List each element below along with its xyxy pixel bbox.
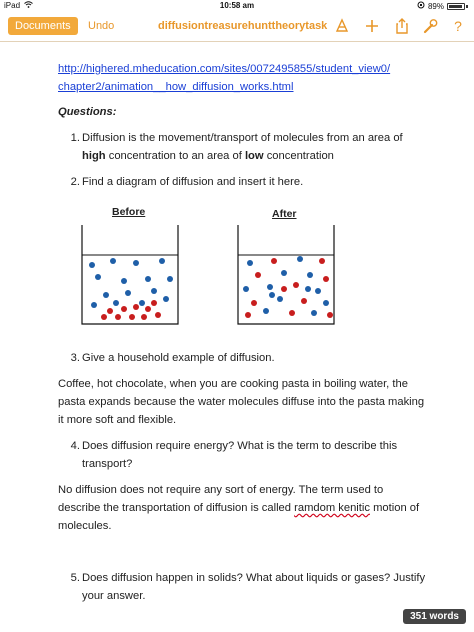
red-molecule xyxy=(271,258,277,264)
question-text: Give a household example of diffusion. xyxy=(82,352,275,364)
question-number: 4. xyxy=(70,440,80,452)
blue-molecule xyxy=(305,286,311,292)
red-molecule xyxy=(327,312,333,318)
rotation-lock-icon xyxy=(417,1,425,11)
blue-molecule xyxy=(103,292,109,298)
blue-molecule xyxy=(277,296,283,302)
battery-percent: 89% xyxy=(427,1,444,11)
question-5 xyxy=(58,569,428,605)
question-3 xyxy=(58,349,428,367)
blue-molecule xyxy=(151,288,157,294)
documents-button[interactable]: Documents xyxy=(8,17,78,35)
red-molecule xyxy=(101,314,107,320)
blue-molecule xyxy=(297,256,303,262)
answer-3: Coffee, hot chocolate, when you are cooking pasta in boiling water, the pasta expands because the water molecules diffuse into the pasta making it more soft and flexible. xyxy=(58,378,425,426)
status-time: 10:58 am xyxy=(219,1,255,10)
red-molecule xyxy=(145,306,151,312)
blue-molecule xyxy=(139,300,145,306)
undo-button[interactable]: Undo xyxy=(88,20,115,32)
share-icon[interactable] xyxy=(393,17,411,35)
blue-molecule xyxy=(307,272,313,278)
blue-molecule xyxy=(267,284,273,290)
wrench-icon[interactable] xyxy=(421,17,439,35)
red-molecule xyxy=(121,306,127,312)
blue-molecule xyxy=(125,290,131,296)
red-molecule xyxy=(319,258,325,264)
question-4 xyxy=(58,437,428,473)
before-label: Before xyxy=(112,206,146,218)
word-count-badge[interactable]: 351 words xyxy=(403,609,466,624)
document-body[interactable] xyxy=(58,60,428,605)
svg-text:?: ? xyxy=(454,18,462,34)
plus-icon[interactable] xyxy=(363,17,381,35)
red-molecule xyxy=(245,312,251,318)
status-bar xyxy=(0,0,474,12)
red-molecule xyxy=(115,314,121,320)
red-molecule xyxy=(281,286,287,292)
battery-tip xyxy=(466,5,468,8)
toolbar xyxy=(0,12,474,42)
question-number: 5. xyxy=(70,572,80,584)
question-text: Diffusion is the movement/transport of molecules from an area of high concentration to an area of low concentration xyxy=(82,132,403,162)
red-molecule xyxy=(151,300,157,306)
blue-molecule xyxy=(163,296,169,302)
blue-molecule xyxy=(91,302,97,308)
question-text: Does diffusion require energy? What is the term to describe this transport? xyxy=(82,440,398,470)
blue-molecule xyxy=(281,270,287,276)
diffusion-diagram[interactable] xyxy=(58,199,428,341)
question-number: 2. xyxy=(70,176,80,188)
blue-molecule xyxy=(311,310,317,316)
misspelled-word[interactable]: ramdom kenitic xyxy=(294,502,370,514)
blue-molecule xyxy=(159,258,165,264)
question-2 xyxy=(58,173,428,191)
question-text: Does diffusion happen in solids? What about liquids or gases? Justify your answer. xyxy=(82,572,426,602)
red-molecule xyxy=(251,300,257,306)
question-text: Find a diagram of diffusion and insert it here. xyxy=(82,176,304,188)
red-molecule xyxy=(107,308,113,314)
blue-molecule xyxy=(110,258,116,264)
question-1 xyxy=(58,129,428,165)
blue-molecule xyxy=(133,260,139,266)
diagram-svg xyxy=(58,199,428,341)
blue-molecule xyxy=(145,276,151,282)
blue-molecule xyxy=(263,308,269,314)
questions-heading: Questions: xyxy=(58,106,117,118)
document-title: diffusiontreasurehunttheorytask xyxy=(158,20,328,32)
red-molecule xyxy=(133,304,139,310)
blue-molecule xyxy=(113,300,119,306)
red-molecule xyxy=(301,298,307,304)
battery-icon xyxy=(447,3,465,10)
blue-molecule xyxy=(243,286,249,292)
help-icon[interactable] xyxy=(449,17,467,35)
hyperlink-line-2[interactable]: chapter2/animation__how_diffusion_works.html xyxy=(58,81,294,93)
blue-molecule xyxy=(121,278,127,284)
red-molecule xyxy=(155,312,161,318)
red-molecule xyxy=(323,276,329,282)
hyperlink-line-1[interactable]: http://highered.mheducation.com/sites/0072495855/student_view0/ xyxy=(58,63,391,75)
after-molecules xyxy=(243,256,333,318)
answer-4: No diffusion does not require any sort of energy. The term used to describe the transportation of diffusion is called ramdom kenitic motion of molecules. xyxy=(58,484,420,532)
device-name: iPad xyxy=(4,1,21,10)
blue-molecule xyxy=(89,262,95,268)
status-right xyxy=(417,1,468,11)
before-molecules xyxy=(89,258,173,320)
blue-molecule xyxy=(269,292,275,298)
red-molecule xyxy=(255,272,261,278)
question-number: 3. xyxy=(70,352,80,364)
question-number: 1. xyxy=(70,132,80,144)
red-molecule xyxy=(129,314,135,320)
red-molecule xyxy=(141,314,147,320)
blue-molecule xyxy=(315,288,321,294)
red-molecule xyxy=(289,310,295,316)
blue-molecule xyxy=(95,274,101,280)
format-brush-icon[interactable] xyxy=(333,17,351,35)
blue-molecule xyxy=(247,260,253,266)
blue-molecule xyxy=(167,276,173,282)
after-label: After xyxy=(272,208,297,220)
blue-molecule xyxy=(323,300,329,306)
red-molecule xyxy=(293,282,299,288)
